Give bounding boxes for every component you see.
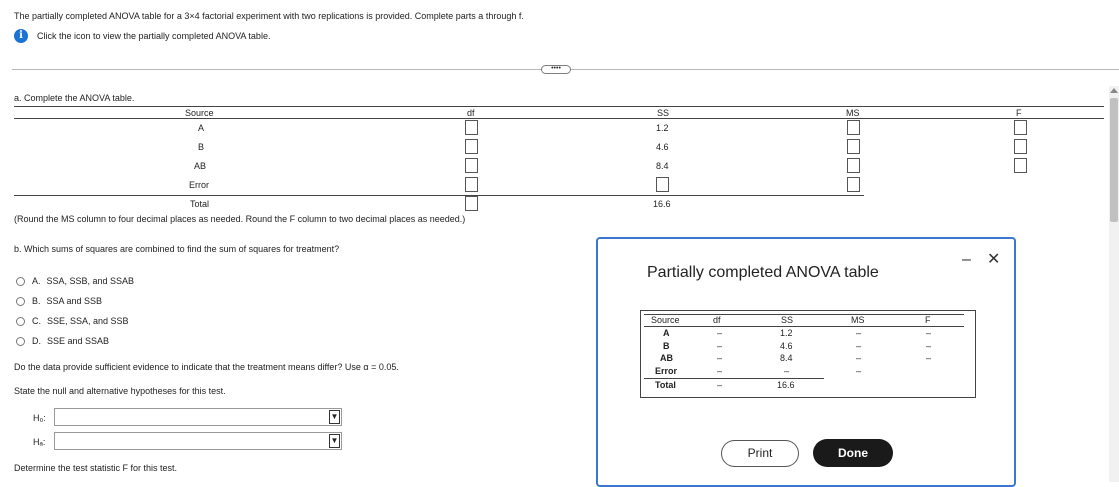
rounding-note: (Round the MS column to four decimal places as needed. Round the F column to two decimal places as needed.) <box>14 214 466 224</box>
info-link-row[interactable] <box>14 29 270 43</box>
scroll-up-arrow-icon[interactable] <box>1110 88 1118 93</box>
popup-ms-ab: – <box>856 353 862 363</box>
option-d[interactable] <box>16 336 109 347</box>
ss-value-total: 16.6 <box>653 199 671 209</box>
popup-header-ms: MS <box>851 315 865 325</box>
popup-df-b: – <box>717 341 723 351</box>
popup-header-f: F <box>925 315 931 325</box>
option-a-text: SSA, SSB, and SSAB <box>46 276 135 286</box>
ss-input-error[interactable] <box>656 177 669 192</box>
popup-table-top-rule <box>644 314 964 315</box>
popup-ss-a: 1.2 <box>780 328 793 338</box>
ms-input-error[interactable] <box>847 177 860 192</box>
popup-source-ab: AB <box>660 353 673 363</box>
df-input-a[interactable] <box>465 120 478 135</box>
df-input-total[interactable] <box>465 196 478 211</box>
popup-ms-b: – <box>856 341 862 351</box>
ha-dropdown-arrow-icon[interactable]: ▼ <box>329 434 340 448</box>
row-source-ab: AB <box>194 161 207 171</box>
popup-df-ab: – <box>717 353 723 363</box>
question-intro: The partially completed ANOVA table for a 3×4 factorial experiment with two replications is provided. Complete parts a through f. <box>14 11 524 21</box>
part-c-question: Do the data provide sufficient evidence to indicate that the treatment means differ? Use α = 0.05. <box>14 362 399 372</box>
popup-source-a: A <box>663 328 670 338</box>
popup-table-total-rule <box>644 378 824 379</box>
ha-dropdown[interactable] <box>54 432 342 450</box>
radio-c[interactable] <box>16 317 25 326</box>
option-c-text: SSE, SSA, and SSB <box>47 316 129 326</box>
ms-input-a[interactable] <box>847 120 860 135</box>
popup-table-header-rule <box>644 326 964 327</box>
popup-source-b: B <box>663 341 670 351</box>
popup-header-source: Source <box>651 315 680 325</box>
option-d-letter: D. <box>32 336 41 346</box>
h0-dropdown[interactable] <box>54 408 342 426</box>
option-b-text: SSA and SSB <box>46 296 103 306</box>
info-link-text[interactable]: Click the icon to view the partially completed ANOVA table. <box>37 30 271 41</box>
h0-dropdown-arrow-icon[interactable]: ▼ <box>329 410 340 424</box>
popup-source-total: Total <box>655 380 676 390</box>
radio-d[interactable] <box>16 337 25 346</box>
header-source: Source <box>185 108 214 118</box>
option-c[interactable] <box>16 316 129 327</box>
popup-ss-error: – <box>784 366 790 376</box>
header-df: df <box>467 108 475 118</box>
ms-input-b[interactable] <box>847 139 860 154</box>
radio-a[interactable] <box>16 277 25 286</box>
f-input-ab[interactable] <box>1014 158 1027 173</box>
print-button[interactable]: Print <box>721 440 799 467</box>
ha-label: Hₐ: <box>33 437 46 447</box>
popup-f-a: – <box>926 328 932 338</box>
option-a-letter: A. <box>32 276 41 286</box>
ss-value-a: 1.2 <box>656 123 669 133</box>
ss-value-b: 4.6 <box>656 142 669 152</box>
option-a[interactable] <box>16 276 134 287</box>
popup-ss-ab: 8.4 <box>780 353 793 363</box>
scrollbar-thumb[interactable] <box>1110 98 1118 222</box>
minimize-icon[interactable]: – <box>962 251 971 268</box>
option-b-letter: B. <box>32 296 41 306</box>
option-d-text: SSE and SSAB <box>47 336 110 346</box>
h0-label: H₀: <box>33 413 46 423</box>
row-source-b: B <box>198 142 205 152</box>
row-source-total: Total <box>190 199 210 209</box>
popup-title: Partially completed ANOVA table <box>647 264 879 281</box>
close-icon[interactable]: ✕ <box>987 251 1001 268</box>
df-input-ab[interactable] <box>465 158 478 173</box>
popup-header-ss: SS <box>781 315 794 325</box>
test-statistic-prompt: Determine the test statistic F for this test. <box>14 463 178 473</box>
radio-b[interactable] <box>16 297 25 306</box>
df-input-error[interactable] <box>465 177 478 192</box>
table-top-rule <box>14 106 1104 107</box>
hypotheses-prompt: State the null and alternative hypotheses for this test. <box>14 386 226 396</box>
part-b-question: b. Which sums of squares are combined to find the sum of squares for treatment? <box>14 244 340 254</box>
table-header-rule <box>14 118 1104 119</box>
row-source-error: Error <box>189 180 209 190</box>
f-input-b[interactable] <box>1014 139 1027 154</box>
expand-button[interactable]: •••• <box>541 65 571 74</box>
ss-value-ab: 8.4 <box>656 161 669 171</box>
popup-ss-total: 16.6 <box>777 380 795 390</box>
part-a-label: a. Complete the ANOVA table. <box>14 93 135 103</box>
done-button[interactable]: Done <box>813 439 893 467</box>
popup-df-a: – <box>717 328 723 338</box>
f-input-a[interactable] <box>1014 120 1027 135</box>
info-icon[interactable]: i <box>14 29 28 43</box>
ms-input-ab[interactable] <box>847 158 860 173</box>
popup-ms-a: – <box>856 328 862 338</box>
popup-source-error: Error <box>655 366 678 376</box>
popup-df-total: – <box>717 380 723 390</box>
popup-f-ab: – <box>926 353 932 363</box>
option-c-letter: C. <box>32 316 41 326</box>
popup-header-df: df <box>713 315 721 325</box>
header-f: F <box>1016 108 1022 118</box>
popup-ss-b: 4.6 <box>780 341 793 351</box>
header-ms: MS <box>846 108 860 118</box>
popup-f-b: – <box>926 341 932 351</box>
header-ss: SS <box>657 108 670 118</box>
popup-ms-error: – <box>856 366 862 376</box>
df-input-b[interactable] <box>465 139 478 154</box>
table-total-rule <box>14 195 864 196</box>
option-b[interactable] <box>16 296 102 307</box>
row-source-a: A <box>198 123 205 133</box>
popup-df-error: – <box>717 366 723 376</box>
